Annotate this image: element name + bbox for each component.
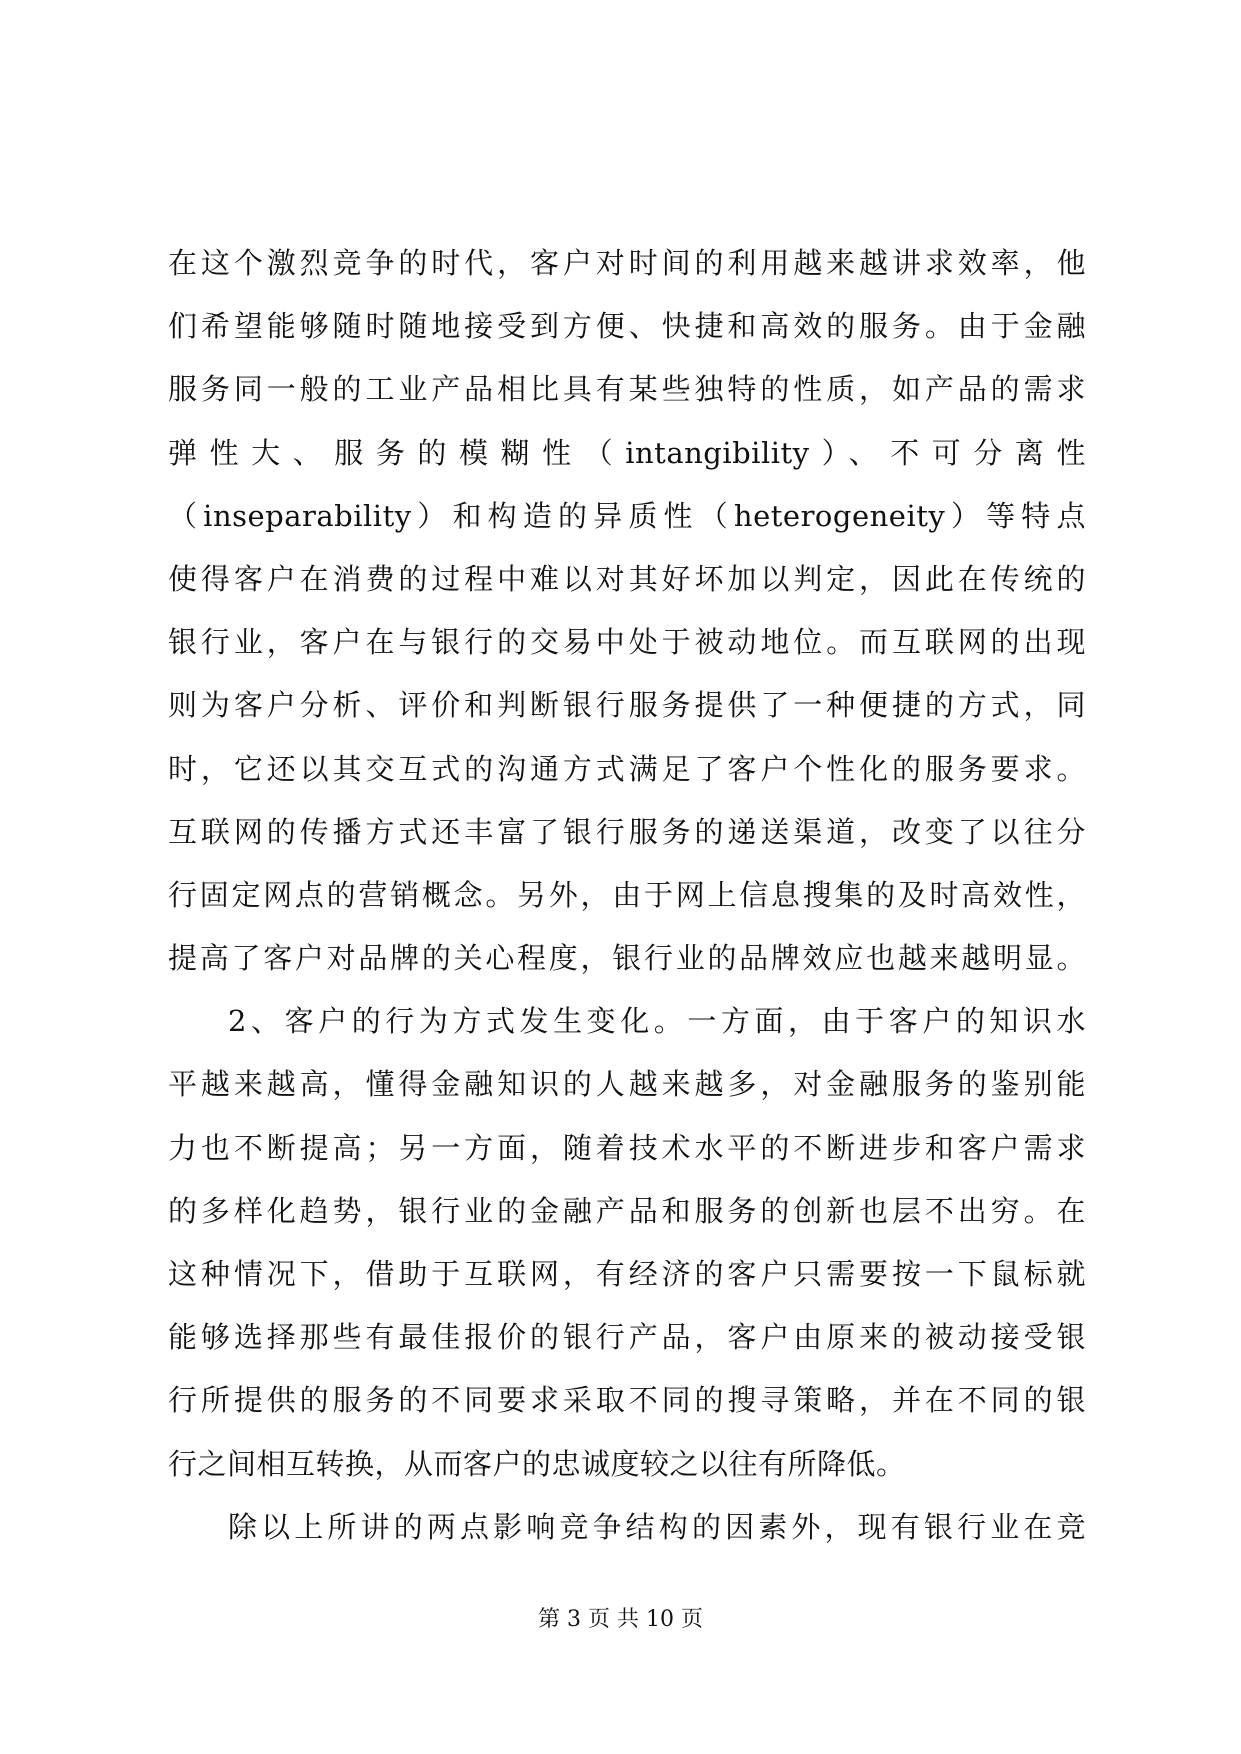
text-line: 时，它还以其交互式的沟通方式满足了客户个性化的服务要求。 xyxy=(168,751,1086,786)
text-line: 银行业，客户在与银行的交易中处于被动地位。而互联网的出现 xyxy=(168,625,1086,660)
text-line: 在这个激烈竞争的时代，客户对时间的利用越来越讲求效率，他 xyxy=(168,246,1086,280)
text-line: 弹性大、服务的模糊性（intangibility）、不可分离性 xyxy=(168,435,1086,470)
text-line: 能够选择那些有最佳报价的银行产品，客户由原来的被动接受银 xyxy=(168,1320,1086,1355)
body-text xyxy=(168,232,1086,1559)
page-number-label: 第 3 页 共 10 页 xyxy=(538,1607,703,1632)
text-line: 除以上所讲的两点影响竞争结构的因素外，现有银行业在竞 xyxy=(228,1509,1086,1544)
text-line: 行所提供的服务的不同要求采取不同的搜寻策略，并在不同的银 xyxy=(168,1383,1086,1418)
page-footer xyxy=(0,1605,1241,1635)
text-line: 使得客户在消费的过程中难以对其好坏加以判定，因此在传统的 xyxy=(168,561,1086,596)
text-line: （inseparability）和构造的异质性（heterogeneity）等特点 xyxy=(168,498,1086,533)
text-line: 提高了客户对品牌的关心程度，银行业的品牌效应也越来越明显。 xyxy=(168,941,1086,976)
text-line: 行固定网点的营销概念。另外，由于网上信息搜集的及时高效性， xyxy=(168,877,1086,912)
text-line: 互联网的传播方式还丰富了银行服务的递送渠道，改变了以往分 xyxy=(168,814,1086,849)
text-line: 则为客户分析、评价和判断银行服务提供了一种便捷的方式，同 xyxy=(168,688,1086,723)
text-line: 2、客户的行为方式发生变化。一方面，由于客户的知识水 xyxy=(228,1004,1086,1039)
text-line: 力也不断提高；另一方面，随着技术水平的不断进步和客户需求 xyxy=(168,1130,1086,1165)
text-line: 平越来越高，懂得金融知识的人越来越多，对金融服务的鉴别能 xyxy=(168,1067,1086,1102)
text-line: 的多样化趋势，银行业的金融产品和服务的创新也层不出穷。在 xyxy=(168,1193,1086,1228)
text-line: 这种情况下，借助于互联网，有经济的客户只需要按一下鼠标就 xyxy=(168,1257,1086,1291)
text-line: 服务同一般的工业产品相比具有某些独特的性质，如产品的需求 xyxy=(168,372,1086,407)
text-line: 们希望能够随时随地接受到方便、快捷和高效的服务。由于金融 xyxy=(168,309,1086,344)
text-line: 行之间相互转换，从而客户的忠诚度较之以往有所降低。 xyxy=(168,1446,906,1481)
